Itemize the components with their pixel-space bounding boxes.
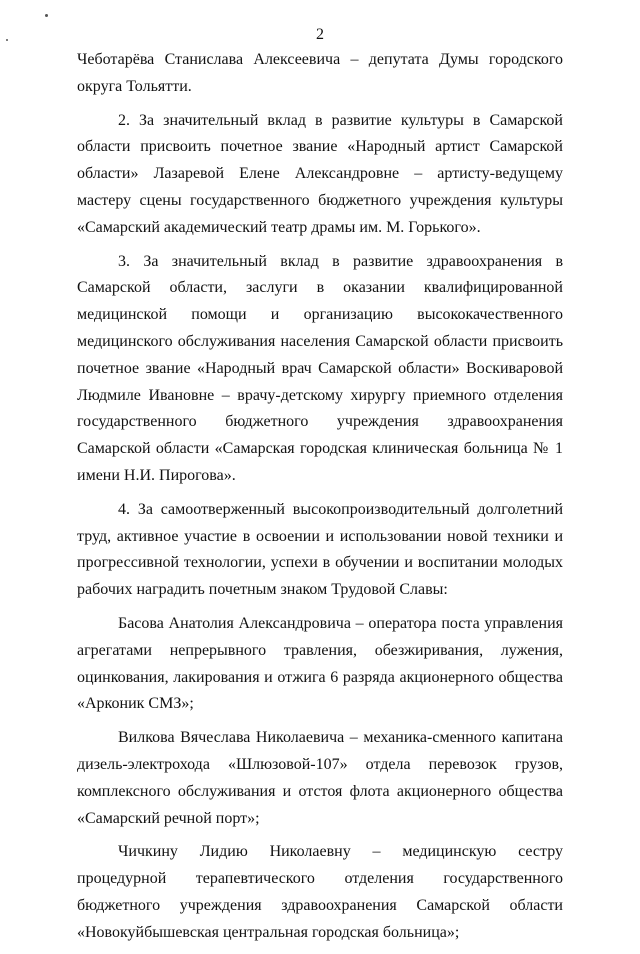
paragraph-item-4: 4. За самоотверженный высокопроизводительный долголетний труд, активное участие в освоении и использовании новой техники и прогрессивной технологии, успехи в обучении и воспитании молодых рабочих наградить почетным знаком Трудовой Славы:: [77, 500, 563, 599]
scan-speck: [45, 14, 48, 17]
paragraph-item-2: 2. За значительный вклад в развитие культуры в Самарской области присвоить почетное звание «Народный артист Самарской области» Лазаревой Елене Александровне – артисту-ведущему мастеру сцены государственного бюджетного учреждения культуры «Самарский академический театр драмы им. М. Горького».: [77, 111, 563, 236]
paragraph-item-3: 3. За значительный вклад в развитие здравоохранения в Самарской области, заслуги в оказании квалифицированной медицинской помощи и организацию высококачественного медицинского обслуживания населения Самарской области присвоить почетное звание «Народный врач Самарской области» Воскиваровой Людмиле Ивановне – врачу-детскому хирургу приемного отделения государственного бюджетного учреждения здравоохранения Самарской области «Самарская городская клиническая больница № 1 имени Н.И. Пирогова».: [77, 252, 563, 484]
awardee-chichkina: Чичкину Лидию Николаевну – медицинскую сестру процедурной терапевтического отделения государственного бюджетного учреждения здравоохранения Самарской области «Новокуйбышевская центральная городская больница»;: [77, 843, 563, 941]
page-number: 2: [316, 26, 324, 43]
document-body: [77, 47, 563, 954]
paragraph-continuation: Чеботарёва Станислава Алексеевича – депутата Думы городского округа Тольятти.: [77, 51, 563, 95]
awardee-basov: Басова Анатолия Александровича – оператора поста управления агрегатами непрерывного травления, обезжиривания, лужения, оцинкования, лакирования и отжига 6 разряда акционерного общества «Арконик СМЗ»;: [77, 614, 563, 713]
awardee-vilkov: Вилкова Вячеслава Николаевича – механика-сменного капитана дизель-электрохода «Шлюзовой-107» отдела перевозок грузов, комплексного обслуживания и отстоя флота акционерного общества «Самарский речной порт»;: [77, 729, 563, 827]
